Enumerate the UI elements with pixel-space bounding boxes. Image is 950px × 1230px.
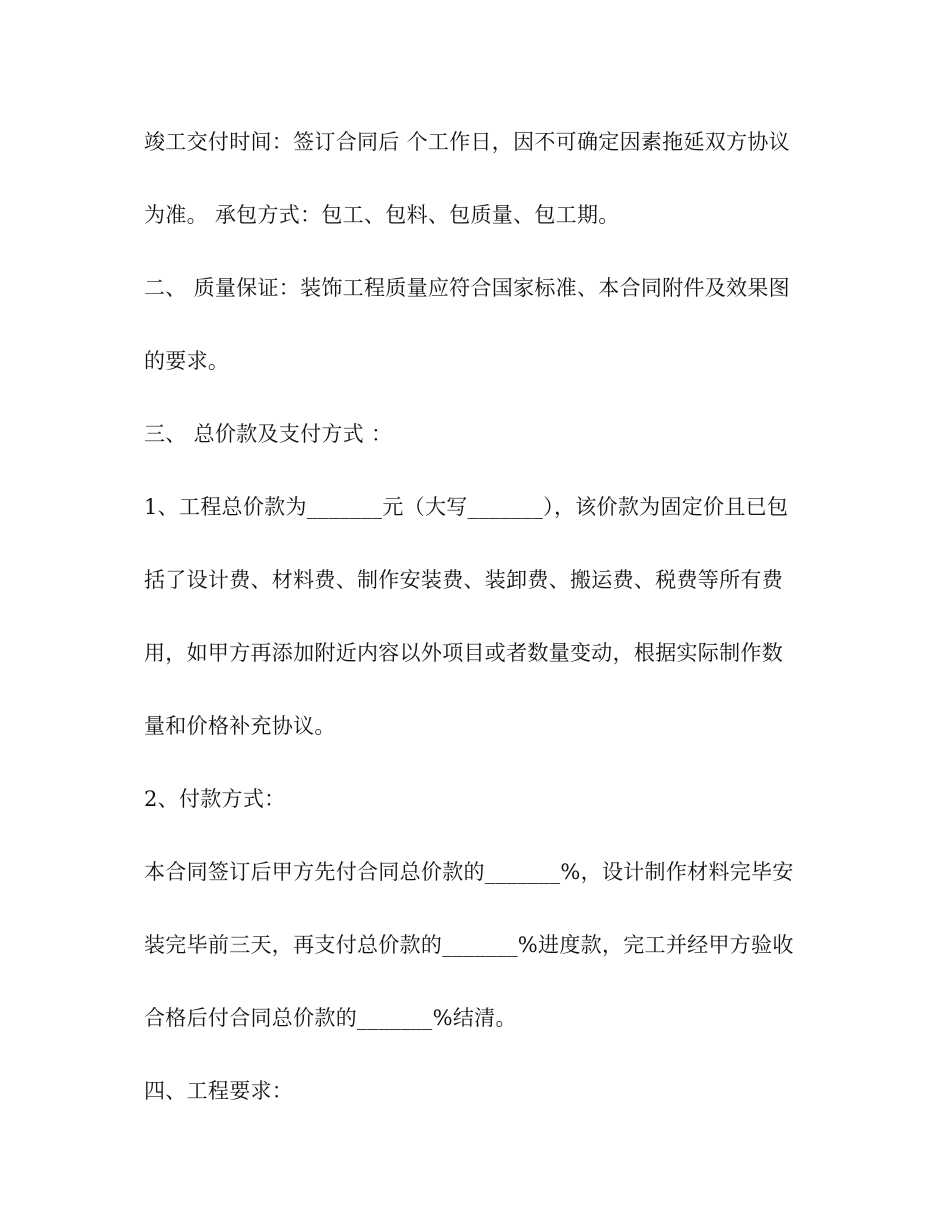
text-line-first-payment: 本合同签订后甲方先付合同总价款的_______%，设计制作材料完毕安 [144, 860, 794, 884]
text-line-price-changes: 用，如甲方再添加附近内容以外项目或者数量变动，根据实际制作数 [144, 641, 783, 665]
text-line-final-payment: 合格后付合同总价款的_______%结清。 [144, 1006, 517, 1030]
text-line-quality-cont: 的要求。 [144, 349, 230, 373]
text-line-price-includes: 括了设计费、材料费、制作安装费、装卸费、搬运费、税费等所有费 [144, 568, 783, 592]
section-heading-payment: 三、 总价款及支付方式 ： [144, 422, 393, 446]
text-line-contract-mode: 为准。 承包方式：包工、包料、包质量、包工期。 [144, 203, 620, 227]
text-line-total-price: 1、工程总价款为_______元（大写_______），该价款为固定价且已包 [144, 495, 789, 519]
text-line-progress-payment: 装完毕前三天，再支付总价款的_______%进度款，完工并经甲方验收 [144, 933, 794, 957]
section-heading-quality: 二、 质量保证：装饰工程质量应符合国家标准、本合同附件及效果图 [144, 276, 790, 300]
text-line-supplement: 量和价格补充协议。 [144, 714, 336, 738]
subheading-payment-method: 2、付款方式： [144, 787, 286, 811]
text-line-completion-time: 竣工交付时间：签订合同后 个工作日，因不可确定因素拖延双方协议 [144, 130, 790, 154]
section-heading-requirements: 四、工程要求： [144, 1079, 294, 1103]
